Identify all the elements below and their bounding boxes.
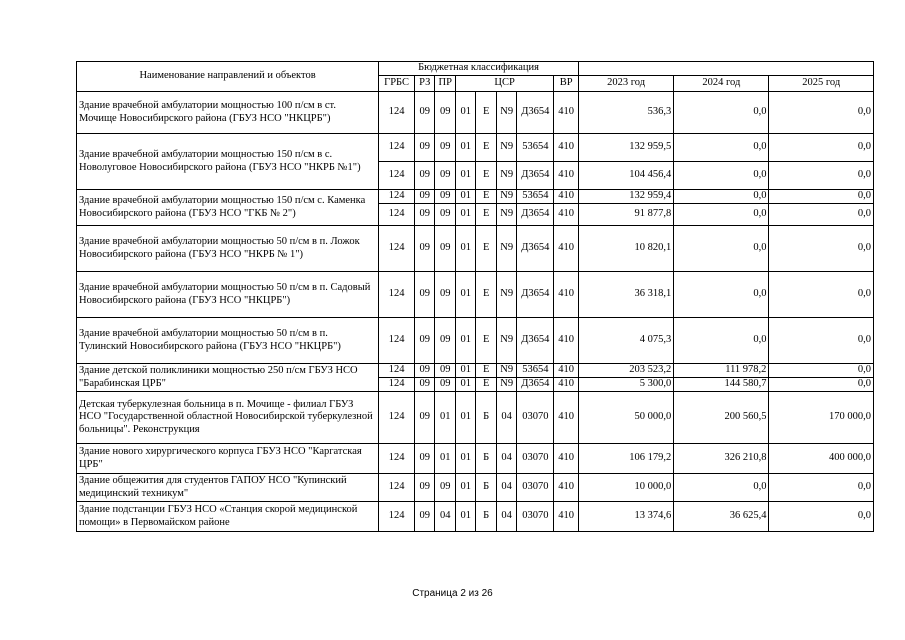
csr-project-cell: N9 — [496, 92, 516, 134]
object-name-cell: Детская туберкулезная больница в п. Мочище - филиал ГБУЗ НСО "Государственной областной Новосибирской туберкулезной больницы". Реконструкция — [77, 392, 379, 444]
grbs-cell: 124 — [379, 474, 415, 502]
amount-2025-cell: 0,0 — [769, 502, 874, 532]
csr-code-cell: Д3654 — [517, 378, 554, 392]
vr-cell: 410 — [554, 204, 579, 226]
csr-project-cell: N9 — [496, 190, 516, 204]
object-name-cell: Здание общежития для студентов ГАПОУ НСО "Купинский медицинский техникум" — [77, 474, 379, 502]
csr-program-cell: 01 — [455, 378, 475, 392]
table-row — [77, 190, 874, 204]
pr-cell: 09 — [435, 92, 455, 134]
csr-project-cell: 04 — [496, 474, 516, 502]
csr-subprogram-cell: Б — [476, 502, 496, 532]
pr-cell: 09 — [435, 272, 455, 318]
amount-2024-cell: 0,0 — [674, 134, 769, 162]
csr-program-cell: 01 — [455, 392, 475, 444]
amount-2024-cell: 0,0 — [674, 204, 769, 226]
object-name-cell: Здание подстанции ГБУЗ НСО «Станция скорой медицинской помощи» в Первомайском районе — [77, 502, 379, 532]
amount-2023-cell: 36 318,1 — [578, 272, 673, 318]
pr-cell: 09 — [435, 190, 455, 204]
rz-cell: 09 — [415, 392, 435, 444]
pr-header: ПР — [435, 76, 455, 92]
vr-cell: 410 — [554, 92, 579, 134]
rz-header: РЗ — [415, 76, 435, 92]
csr-program-cell: 01 — [455, 134, 475, 162]
csr-program-cell: 01 — [455, 474, 475, 502]
rz-cell: 09 — [415, 204, 435, 226]
pr-cell: 09 — [435, 134, 455, 162]
amount-2025-cell: 0,0 — [769, 190, 874, 204]
table-row — [77, 502, 874, 532]
rz-cell: 09 — [415, 364, 435, 378]
grbs-cell: 124 — [379, 92, 415, 134]
csr-subprogram-cell: Е — [476, 92, 496, 134]
table-row — [77, 272, 874, 318]
csr-subprogram-cell: Е — [476, 272, 496, 318]
csr-subprogram-cell: Е — [476, 162, 496, 190]
csr-code-cell: Д3654 — [517, 162, 554, 190]
csr-project-cell: N9 — [496, 272, 516, 318]
object-name-cell: Здание врачебной амбулатории мощностью 150 п/см в с. Новолуговое Новосибирского района (ГБУЗ НСО "НКРБ №1") — [77, 134, 379, 190]
csr-subprogram-cell: Е — [476, 226, 496, 272]
pr-cell: 09 — [435, 378, 455, 392]
amount-2024-cell: 0,0 — [674, 226, 769, 272]
csr-program-cell: 01 — [455, 92, 475, 134]
amount-2024-cell: 0,0 — [674, 190, 769, 204]
name-column-header: Наименование направлений и объектов — [77, 62, 379, 92]
vr-cell: 410 — [554, 190, 579, 204]
csr-code-cell: Д3654 — [517, 272, 554, 318]
object-name-cell: Здание детской поликлиники мощностью 250 п/см ГБУЗ НСО "Барабинская ЦРБ" — [77, 364, 379, 392]
pr-cell: 01 — [435, 392, 455, 444]
csr-program-cell: 01 — [455, 444, 475, 474]
grbs-cell: 124 — [379, 364, 415, 378]
amount-2025-cell: 170 000,0 — [769, 392, 874, 444]
pr-cell: 09 — [435, 204, 455, 226]
year-2025-header: 2025 год — [769, 76, 874, 92]
csr-project-cell: 04 — [496, 392, 516, 444]
csr-code-cell: Д3654 — [517, 318, 554, 364]
amount-2025-cell: 0,0 — [769, 318, 874, 364]
csr-code-cell: 03070 — [517, 474, 554, 502]
rz-cell: 09 — [415, 134, 435, 162]
amount-2023-cell: 106 179,2 — [578, 444, 673, 474]
csr-project-cell: N9 — [496, 204, 516, 226]
rz-cell: 09 — [415, 190, 435, 204]
pr-cell: 09 — [435, 318, 455, 364]
amount-2025-cell: 400 000,0 — [769, 444, 874, 474]
year-2024-header: 2024 год — [674, 76, 769, 92]
page-number: Страница 2 из 26 — [412, 588, 493, 599]
csr-project-cell: 04 — [496, 502, 516, 532]
object-name-cell: Здание нового хирургического корпуса ГБУЗ НСО "Каргатская ЦРБ" — [77, 444, 379, 474]
rz-cell: 09 — [415, 444, 435, 474]
grbs-cell: 124 — [379, 392, 415, 444]
grbs-cell: 124 — [379, 226, 415, 272]
table-row — [77, 474, 874, 502]
amount-2025-cell: 0,0 — [769, 134, 874, 162]
csr-code-cell: 03070 — [517, 444, 554, 474]
table-row — [77, 226, 874, 272]
table-row — [77, 92, 874, 134]
rz-cell: 09 — [415, 272, 435, 318]
amount-2024-cell: 0,0 — [674, 162, 769, 190]
csr-subprogram-cell: Е — [476, 378, 496, 392]
amount-2025-cell: 0,0 — [769, 162, 874, 190]
vr-cell: 410 — [554, 364, 579, 378]
csr-program-cell: 01 — [455, 204, 475, 226]
csr-code-cell: Д3654 — [517, 92, 554, 134]
pr-cell: 01 — [435, 444, 455, 474]
csr-subprogram-cell: Е — [476, 318, 496, 364]
csr-project-cell: N9 — [496, 226, 516, 272]
object-name-cell: Здание врачебной амбулатории мощностью 50 п/см в п. Тулинский Новосибирского района (ГБУЗ НСО "НКЦРБ") — [77, 318, 379, 364]
table-row — [77, 134, 874, 162]
vr-cell: 410 — [554, 162, 579, 190]
vr-header: ВР — [554, 76, 579, 92]
amount-2023-cell: 5 300,0 — [578, 378, 673, 392]
amount-2023-cell: 10 820,1 — [578, 226, 673, 272]
amount-2024-cell: 200 560,5 — [674, 392, 769, 444]
table-row — [77, 318, 874, 364]
vr-cell: 410 — [554, 226, 579, 272]
vr-cell: 410 — [554, 474, 579, 502]
pr-cell: 09 — [435, 226, 455, 272]
grbs-cell: 124 — [379, 134, 415, 162]
amount-2023-cell: 132 959,4 — [578, 190, 673, 204]
csr-subprogram-cell: Е — [476, 134, 496, 162]
vr-cell: 410 — [554, 444, 579, 474]
amount-2025-cell: 0,0 — [769, 272, 874, 318]
csr-code-cell: Д3654 — [517, 226, 554, 272]
csr-program-cell: 01 — [455, 272, 475, 318]
csr-subprogram-cell: Е — [476, 364, 496, 378]
csr-program-cell: 01 — [455, 190, 475, 204]
vr-cell: 410 — [554, 272, 579, 318]
csr-code-cell: 53654 — [517, 190, 554, 204]
object-name-cell: Здание врачебной амбулатории мощностью 50 п/см в п. Садовый Новосибирского района (ГБУЗ НСО "НКЦРБ") — [77, 272, 379, 318]
csr-code-cell: 53654 — [517, 364, 554, 378]
amount-2023-cell: 10 000,0 — [578, 474, 673, 502]
amount-2025-cell: 0,0 — [769, 474, 874, 502]
grbs-cell: 124 — [379, 272, 415, 318]
budget-classification-header: Бюджетная классификация — [379, 62, 579, 76]
grbs-cell: 124 — [379, 318, 415, 364]
pr-cell: 04 — [435, 502, 455, 532]
grbs-cell: 124 — [379, 502, 415, 532]
csr-program-cell: 01 — [455, 226, 475, 272]
rz-cell: 09 — [415, 474, 435, 502]
amount-2024-cell: 0,0 — [674, 474, 769, 502]
table-row — [77, 392, 874, 444]
pr-cell: 09 — [435, 364, 455, 378]
csr-subprogram-cell: Б — [476, 392, 496, 444]
grbs-cell: 124 — [379, 190, 415, 204]
csr-code-cell: 03070 — [517, 502, 554, 532]
csr-project-cell: N9 — [496, 318, 516, 364]
amount-2024-cell: 326 210,8 — [674, 444, 769, 474]
rz-cell: 09 — [415, 226, 435, 272]
csr-program-cell: 01 — [455, 364, 475, 378]
csr-subprogram-cell: Б — [476, 474, 496, 502]
amount-2023-cell: 13 374,6 — [578, 502, 673, 532]
amount-2025-cell: 0,0 — [769, 378, 874, 392]
amount-2023-cell: 203 523,2 — [578, 364, 673, 378]
amount-2023-cell: 536,3 — [578, 92, 673, 134]
vr-cell: 410 — [554, 502, 579, 532]
csr-program-cell: 01 — [455, 502, 475, 532]
amount-2023-cell: 50 000,0 — [578, 392, 673, 444]
amount-2024-cell: 36 625,4 — [674, 502, 769, 532]
object-name-cell: Здание врачебной амбулатории мощностью 50 п/см в п. Ложок Новосибирского района (ГБУЗ НСО "НКРБ № 1") — [77, 226, 379, 272]
year-2023-header: 2023 год — [578, 76, 673, 92]
rz-cell: 09 — [415, 162, 435, 190]
years-spacer — [578, 62, 873, 76]
rz-cell: 09 — [415, 318, 435, 364]
csr-code-cell: Д3654 — [517, 204, 554, 226]
grbs-cell: 124 — [379, 204, 415, 226]
rz-cell: 09 — [415, 378, 435, 392]
csr-code-cell: 53654 — [517, 134, 554, 162]
csr-subprogram-cell: Е — [476, 190, 496, 204]
table-row — [77, 364, 874, 378]
pr-cell: 09 — [435, 474, 455, 502]
amount-2023-cell: 91 877,8 — [578, 204, 673, 226]
csr-project-cell: N9 — [496, 378, 516, 392]
rz-cell: 09 — [415, 502, 435, 532]
vr-cell: 410 — [554, 134, 579, 162]
csr-subprogram-cell: Е — [476, 204, 496, 226]
amount-2025-cell: 0,0 — [769, 364, 874, 378]
vr-cell: 410 — [554, 392, 579, 444]
amount-2024-cell: 0,0 — [674, 92, 769, 134]
amount-2024-cell: 111 978,2 — [674, 364, 769, 378]
amount-2024-cell: 144 580,7 — [674, 378, 769, 392]
csr-project-cell: N9 — [496, 134, 516, 162]
csr-subprogram-cell: Б — [476, 444, 496, 474]
budget-table — [76, 61, 874, 532]
object-name-cell: Здание врачебной амбулатории мощностью 150 п/см с. Каменка Новосибирского района (ГБУЗ НСО "ГКБ № 2") — [77, 190, 379, 226]
csr-program-cell: 01 — [455, 318, 475, 364]
rz-cell: 09 — [415, 92, 435, 134]
amount-2024-cell: 0,0 — [674, 272, 769, 318]
object-name-cell: Здание врачебной амбулатории мощностью 100 п/см в ст. Мочище Новосибирского района (ГБУЗ НСО "НКЦРБ") — [77, 92, 379, 134]
vr-cell: 410 — [554, 318, 579, 364]
csr-project-cell: 04 — [496, 444, 516, 474]
amount-2024-cell: 0,0 — [674, 318, 769, 364]
amount-2025-cell: 0,0 — [769, 226, 874, 272]
pr-cell: 09 — [435, 162, 455, 190]
vr-cell: 410 — [554, 378, 579, 392]
amount-2023-cell: 132 959,5 — [578, 134, 673, 162]
csr-header: ЦСР — [455, 76, 553, 92]
grbs-cell: 124 — [379, 162, 415, 190]
amount-2025-cell: 0,0 — [769, 204, 874, 226]
grbs-cell: 124 — [379, 378, 415, 392]
amount-2023-cell: 104 456,4 — [578, 162, 673, 190]
csr-code-cell: 03070 — [517, 392, 554, 444]
grbs-cell: 124 — [379, 444, 415, 474]
amount-2023-cell: 4 075,3 — [578, 318, 673, 364]
amount-2025-cell: 0,0 — [769, 92, 874, 134]
csr-program-cell: 01 — [455, 162, 475, 190]
csr-project-cell: N9 — [496, 162, 516, 190]
csr-project-cell: N9 — [496, 364, 516, 378]
table-row — [77, 444, 874, 474]
grbs-header: ГРБС — [379, 76, 415, 92]
